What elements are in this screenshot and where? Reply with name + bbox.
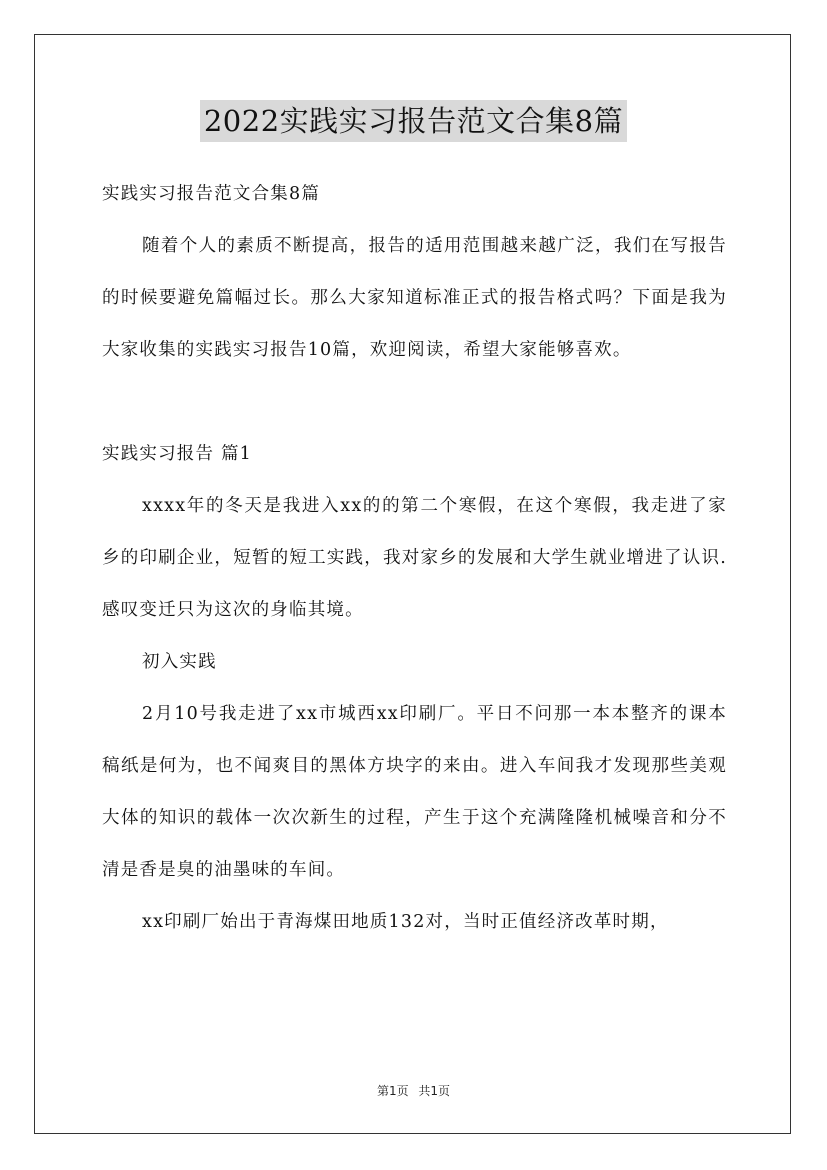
page-number-current: 第1页	[376, 1084, 409, 1098]
sub-heading: 初入实践	[142, 652, 217, 672]
intro-paragraph: 随着个人的素质不断提高，报告的适用范围越来越广泛，我们在写报告的时候要避免篇幅过长。那么大家知道标准正式的报告格式吗？下面是我为大家收集的实践实习报告10篇，欢迎阅读，希望大家能够喜欢。	[102, 236, 727, 360]
document-title: 2022实践实习报告范文合集8篇	[200, 100, 627, 142]
spacer	[102, 376, 727, 428]
document-body	[102, 168, 727, 948]
subtitle: 实践实习报告范文合集8篇	[102, 184, 321, 204]
title-container	[0, 100, 827, 142]
page-number-total: 共1页	[418, 1084, 451, 1098]
body-paragraph-2: 2月10号我走进了xx市城西xx印刷厂。平日不问那一本本整齐的课本稿纸是何为，也不闻爽目的黑体方块字的来由。进入车间我才发现那些美观大体的知识的载体一次次新生的过程，产生于这个充满隆隆机械噪音和分不清是香是臭的油墨味的车间。	[102, 704, 727, 880]
section-heading: 实践实习报告 篇1	[102, 444, 252, 464]
body-paragraph-3: xx印刷厂始出于青海煤田地质132对，当时正值经济改革时期，	[142, 912, 669, 932]
body-paragraph-1: xxxx年的冬天是我进入xx的的第二个寒假，在这个寒假，我走进了家乡的印刷企业，短暂的短工实践，我对家乡的发展和大学生就业增进了认识.感叹变迁只为这次的身临其境。	[102, 496, 727, 620]
page-footer	[0, 1082, 827, 1099]
